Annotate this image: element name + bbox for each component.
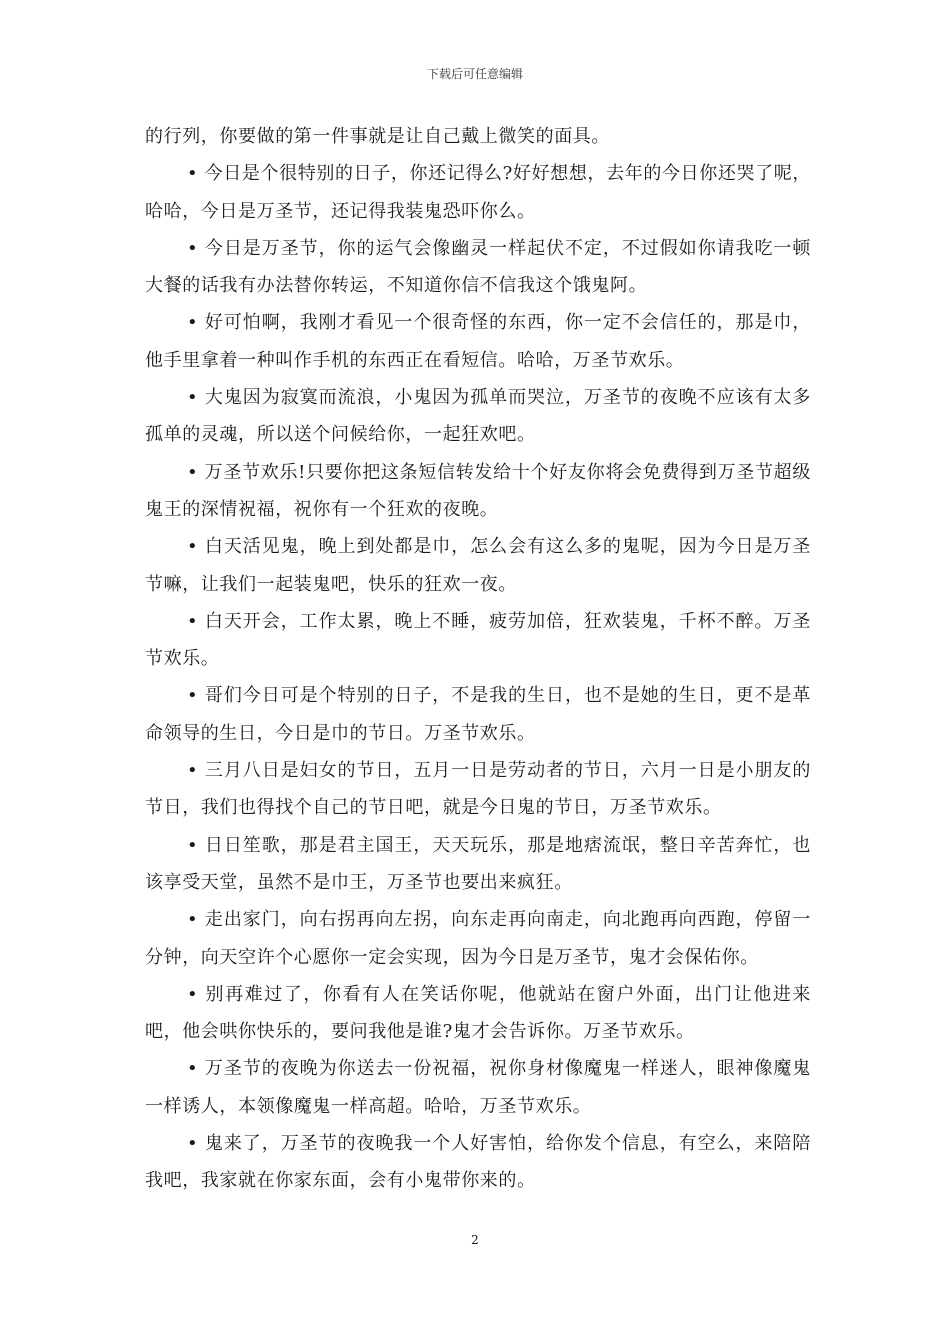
bullet-paragraph: • 三月八日是妇女的节日，五月一日是劳动者的节日，六月一日是小朋友的节日，我们也得找个自己的节日吧，就是今日鬼的节日，万圣节欢乐。 bbox=[145, 760, 811, 819]
paragraph-continuation: 的行列，你要做的第一件事就是让自己戴上微笑的面具。 bbox=[145, 126, 610, 147]
bullet-paragraph: • 哥们今日可是个特别的日子，不是我的生日，也不是她的生日，更不是革命领导的生日，今日是巾的节日。万圣节欢乐。 bbox=[145, 685, 811, 744]
bullet-paragraph: • 走出家门，向右拐再向左拐，向东走再向南走，向北跑再向西跑，停留一分钟，向天空许个心愿你一定会实现，因为今日是万圣节，鬼才会保佑你。 bbox=[145, 909, 811, 968]
bullet-paragraph: • 万圣节欢乐!只要你把这条短信转发给十个好友你将会免费得到万圣节超级鬼王的深情祝福，祝你有一个狂欢的夜晚。 bbox=[145, 461, 811, 520]
bullet-paragraph: • 鬼来了，万圣节的夜晚我一个人好害怕，给你发个信息，有空么，来陪陪我吧，我家就在你家东面，会有小鬼带你来的。 bbox=[145, 1133, 811, 1192]
bullet-paragraph: • 今日是个很特别的日子，你还记得么?好好想想，去年的今日你还哭了呢，哈哈，今日是万圣节，还记得我装鬼恐吓你么。 bbox=[145, 163, 811, 222]
bullet-paragraph: • 别再难过了，你看有人在笑话你呢，他就站在窗户外面，出门让他进来吧，他会哄你快乐的，要问我他是谁?鬼才会告诉你。万圣节欢乐。 bbox=[145, 983, 811, 1043]
bullet-paragraph: • 今日是万圣节，你的运气会像幽灵一样起伏不定，不过假如你请我吃一顿大餐的话我有办法替你转运，不知道你信不信我这个饿鬼阿。 bbox=[145, 237, 811, 297]
bullet-paragraph: • 万圣节的夜晚为你送去一份祝福，祝你身材像魔鬼一样迷人，眼神像魔鬼一样诱人，本领像魔鬼一样高超。哈哈，万圣节欢乐。 bbox=[145, 1058, 811, 1117]
page-header: 下载后可任意编辑 bbox=[426, 67, 523, 81]
bullet-paragraph: • 白天开会，工作太累，晚上不睡，疲劳加倍，狂欢装鬼，千杯不醉。万圣节欢乐。 bbox=[145, 610, 811, 670]
bullet-paragraph: • 白天活见鬼，晚上到处都是巾，怎么会有这么多的鬼呢，因为今日是万圣节嘛，让我们一起装鬼吧，快乐的狂欢一夜。 bbox=[145, 536, 811, 595]
bullet-paragraph: • 大鬼因为寂寞而流浪，小鬼因为孤单而哭泣，万圣节的夜晚不应该有太多孤单的灵魂，所以送个问候给你，一起狂欢吧。 bbox=[145, 387, 811, 446]
bullet-paragraph: • 日日笙歌，那是君主国王，天天玩乐，那是地痞流氓，整日辛苦奔忙，也该享受天堂，虽然不是巾王，万圣节也要出来疯狂。 bbox=[145, 834, 811, 893]
bullet-paragraph: • 好可怕啊，我刚才看见一个很奇怪的东西，你一定不会信任的，那是巾，他手里拿着一种叫作手机的东西正在看短信。哈哈，万圣节欢乐。 bbox=[145, 312, 811, 371]
page-number: 2 bbox=[471, 1233, 479, 1247]
document-body bbox=[145, 118, 811, 1200]
